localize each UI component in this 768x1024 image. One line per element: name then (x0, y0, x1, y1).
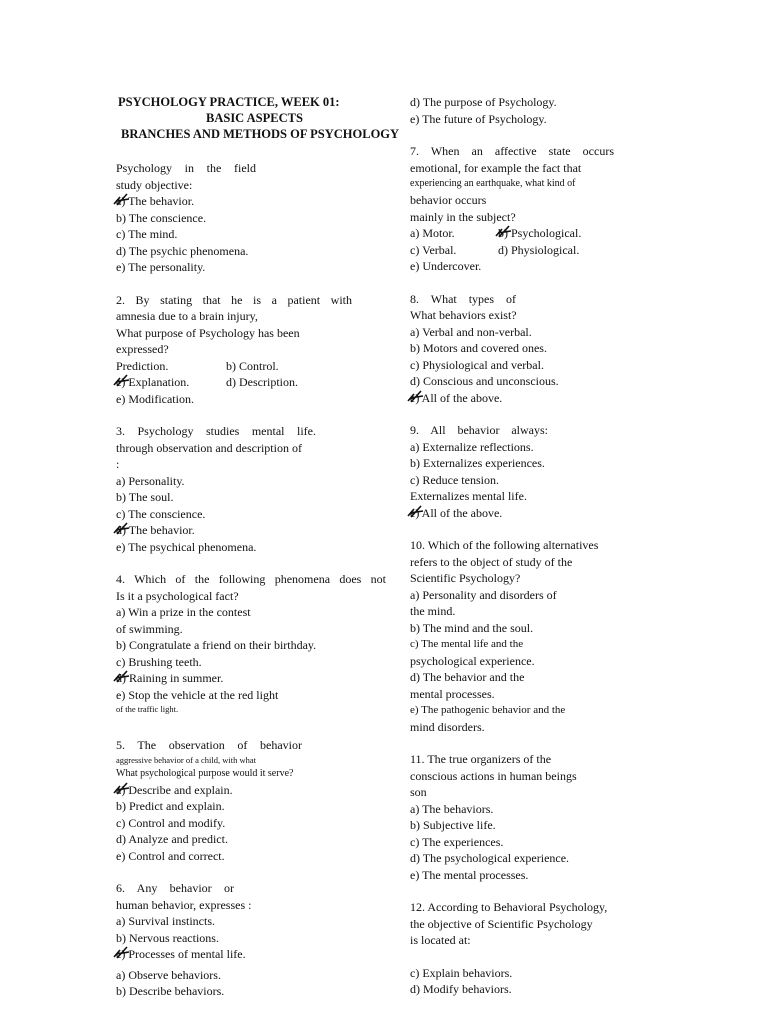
question-4-option-a-continued: of swimming. (116, 621, 183, 636)
question-12-option-a[interactable]: a) Observe behaviors. (116, 967, 221, 982)
question-7-stem-line-3: experiencing an earthquake, what kind of (410, 178, 576, 189)
question-12-option-d[interactable]: d) Modify behaviors. (410, 982, 512, 996)
question-1 (116, 160, 388, 276)
question-8-option-b[interactable]: b) Motors and covered ones. (410, 341, 547, 355)
question-11-option-a[interactable]: a) The behaviors. (410, 801, 494, 816)
question-1-option-b[interactable]: b) The conscience. (116, 210, 207, 225)
question-10-option-a[interactable]: a) Personality and disorders of (410, 587, 557, 602)
question-10-option-c-continued: psychological experience. (410, 653, 535, 668)
question-6-option-d[interactable]: d) The purpose of Psychology. (410, 95, 557, 109)
question-11-option-b[interactable]: b) Subjective life. (410, 818, 496, 832)
question-11-option-e[interactable]: e) The mental processes. (410, 867, 529, 882)
question-4-option-d[interactable] (116, 670, 388, 687)
question-12 (410, 899, 614, 998)
question-2-option-row-1 (116, 358, 388, 375)
question-3-option-b[interactable]: b) The soul. (116, 490, 174, 504)
question-11-stem-line-3: son (410, 785, 427, 799)
question-5-option-e[interactable]: e) Control and correct. (116, 848, 225, 863)
question-4-option-b[interactable]: b) Congratulate a friend on their birthday. (116, 638, 317, 652)
question-10-option-e[interactable]: e) The pathogenic behavior and the (410, 704, 566, 716)
question-6-option-b[interactable]: b) Nervous reactions. (116, 930, 219, 945)
question-8-option-a[interactable]: a) Verbal and non-verbal. (410, 324, 532, 339)
question-9 (410, 422, 614, 521)
question-7-stem-line-2: emotional, for example the fact that (410, 160, 582, 175)
question-11-stem-line-2: conscious actions in human beings (410, 768, 577, 783)
question-5-option-a[interactable] (116, 782, 388, 799)
question-12-stem-line-3: is located at: (410, 933, 471, 947)
question-4 (116, 571, 388, 715)
question-5 (116, 737, 388, 864)
question-2-stem-line-1: 2. By stating that he is a patient with (116, 292, 352, 307)
title-line-2: BASIC ASPECTS (206, 111, 303, 125)
question-1-stem-line-2: study objective: (116, 177, 193, 192)
question-10 (410, 537, 614, 735)
question-6-option-a[interactable]: a) Survival instincts. (116, 914, 215, 928)
question-10-option-b[interactable]: b) The mind and the soul. (410, 620, 534, 635)
question-12-option-b[interactable]: b) Describe behaviors. (116, 984, 225, 998)
question-5-option-c[interactable]: c) Control and modify. (116, 815, 226, 830)
question-7-option-b[interactable] (498, 225, 581, 242)
question-3-option-a[interactable]: a) Personality. (116, 473, 185, 488)
left-column (116, 94, 400, 1000)
question-11-stem-line-1: 11. The true organizers of the (410, 752, 552, 766)
question-12-option-c[interactable]: c) Explain behaviors. (410, 965, 513, 980)
question-2-option-b[interactable]: b) Control. (226, 358, 279, 373)
question-11 (410, 751, 614, 883)
question-8-option-e-label: e) All of the above. (410, 390, 503, 405)
question-9-option-e[interactable] (410, 505, 614, 522)
question-7-stem-line-4: behavior occurs (410, 193, 487, 207)
question-5-stem-line-3: What psychological purpose would it serve? (116, 767, 294, 779)
question-1-option-c[interactable]: c) The mind. (116, 227, 178, 241)
question-8-stem-line-2: What behaviors exist? (410, 308, 517, 322)
question-8-option-e[interactable] (410, 390, 614, 407)
question-6 (116, 880, 388, 963)
question-4-option-d-label: d) Raining in summer. (116, 671, 224, 685)
question-5-stem-line-2: aggressive behavior of a child, with what (116, 754, 256, 765)
question-4-stem-line-2: Is it a psychological fact? (116, 588, 239, 603)
question-7 (410, 143, 614, 275)
question-6-continued (410, 94, 614, 127)
question-3-stem-line-1: 3. Psychology studies mental life. (116, 424, 316, 438)
question-5-option-d[interactable]: d) Analyze and predict. (116, 832, 228, 846)
question-8 (410, 291, 614, 407)
question-1-option-d[interactable]: d) The psychic phenomena. (116, 243, 249, 258)
question-4-option-a[interactable]: a) Win a prize in the contest (116, 605, 251, 619)
question-1-stem-line-1: Psychology in the field (116, 161, 256, 175)
question-3-option-c[interactable]: c) The conscience. (116, 506, 206, 521)
title-line-3: BRANCHES AND METHODS OF PSYCHOLOGY (121, 127, 400, 141)
question-8-option-d[interactable]: d) Conscious and unconscious. (410, 374, 559, 388)
question-3-option-d-label: d) The behavior. (116, 523, 195, 537)
question-10-option-d[interactable]: d) The behavior and the (410, 670, 525, 684)
question-7-option-e[interactable]: e) Undercover. (410, 259, 482, 273)
question-9-option-a[interactable]: a) Externalize reflections. (410, 439, 534, 454)
question-3-stem-line-3: : (116, 457, 120, 471)
question-7-option-row-2 (410, 242, 614, 259)
question-5-option-b[interactable]: b) Predict and explain. (116, 799, 225, 813)
question-4-option-c[interactable]: c) Brushing teeth. (116, 654, 202, 669)
question-3 (116, 423, 388, 555)
question-6-stem-line-1: 6. Any behavior or (116, 881, 234, 895)
question-9-option-c[interactable]: c) Reduce tension. (410, 472, 499, 487)
question-7-stem-line-1: 7. When an affective state occurs (410, 144, 614, 158)
question-3-option-e[interactable]: e) The psychical phenomena. (116, 539, 257, 554)
title-line-1: PSYCHOLOGY PRACTICE, WEEK 01: (118, 95, 340, 109)
question-2-option-a[interactable]: Prediction. (116, 358, 169, 373)
question-8-stem-line-1: 8. What types of (410, 291, 516, 306)
question-10-option-a-continued: the mind. (410, 604, 456, 618)
question-10-option-d-continued: mental processes. (410, 686, 495, 701)
question-3-stem-line-2: through observation and description of (116, 440, 302, 455)
question-6-stem-line-2: human behavior, expresses : (116, 897, 252, 912)
question-2-option-c[interactable] (116, 374, 226, 391)
question-10-stem-line-1: 10. Which of the following alternatives (410, 538, 599, 552)
question-9-option-e-label: e) All of the above. (410, 505, 503, 520)
question-2-option-e[interactable]: e) Modification. (116, 391, 194, 406)
question-1-option-e[interactable]: e) The personality. (116, 260, 206, 274)
question-10-option-e-continued: mind disorders. (410, 719, 485, 734)
question-7-option-d[interactable]: d) Physiological. (498, 242, 580, 257)
question-6-option-e[interactable]: e) The future of Psychology. (410, 111, 547, 126)
question-1-option-a-label: a) The behavior. (116, 194, 195, 208)
question-5-stem-line-1: 5. The observation of behavior (116, 738, 302, 752)
question-2-stem-line-2: amnesia due to a brain injury, (116, 309, 258, 323)
right-column (410, 94, 614, 998)
question-8-option-c[interactable]: c) Physiological and verbal. (410, 357, 544, 372)
question-2-option-c-label: c) Explanation. (116, 375, 190, 389)
question-11-option-c[interactable]: c) The experiences. (410, 834, 504, 849)
question-12-stem-line-2: the objective of Scientific Psychology (410, 916, 593, 931)
question-6-option-c-label: c) Processes of mental life. (116, 947, 246, 961)
question-4-stem-line-1: 4. Which of the following phenomena does not (116, 572, 386, 586)
question-11-option-d[interactable]: d) The psychological experience. (410, 851, 570, 865)
question-12-left-options (116, 967, 388, 1000)
question-7-stem-line-5: mainly in the subject? (410, 209, 516, 224)
question-7-option-c[interactable]: c) Verbal. (410, 242, 457, 257)
question-10-option-c[interactable]: c) The mental life and the (410, 638, 524, 650)
question-2-stem-line-3: What purpose of Psychology has been (116, 325, 300, 340)
question-2 (116, 292, 388, 408)
question-9-option-b[interactable]: b) Externalizes experiences. (410, 456, 545, 470)
question-7-option-row-1 (410, 225, 614, 242)
question-4-option-e[interactable]: e) Stop the vehicle at the red light (116, 687, 279, 702)
question-7-option-b-label: b) Psychological. (498, 226, 582, 240)
question-6-option-c[interactable] (116, 946, 388, 963)
question-9-option-d[interactable]: Externalizes mental life. (410, 489, 527, 503)
question-2-stem-line-4: expressed? (116, 342, 169, 356)
question-9-stem-line-1: 9. All behavior always: (410, 423, 548, 437)
question-4-option-e-continued: of the traffic light. (116, 704, 179, 714)
question-10-stem-line-2: refers to the object of study of the (410, 554, 573, 569)
question-3-option-d[interactable] (116, 522, 388, 539)
question-7-option-a[interactable]: a) Motor. (410, 226, 455, 240)
question-5-option-a-label: a) Describe and explain. (116, 782, 233, 797)
question-2-option-d[interactable]: d) Description. (226, 375, 298, 389)
question-10-stem-line-3: Scientific Psychology? (410, 571, 521, 585)
question-12-stem-line-1: 12. According to Behavioral Psychology, (410, 900, 608, 914)
question-1-option-a[interactable] (116, 193, 388, 210)
question-2-option-row-2 (116, 374, 388, 391)
